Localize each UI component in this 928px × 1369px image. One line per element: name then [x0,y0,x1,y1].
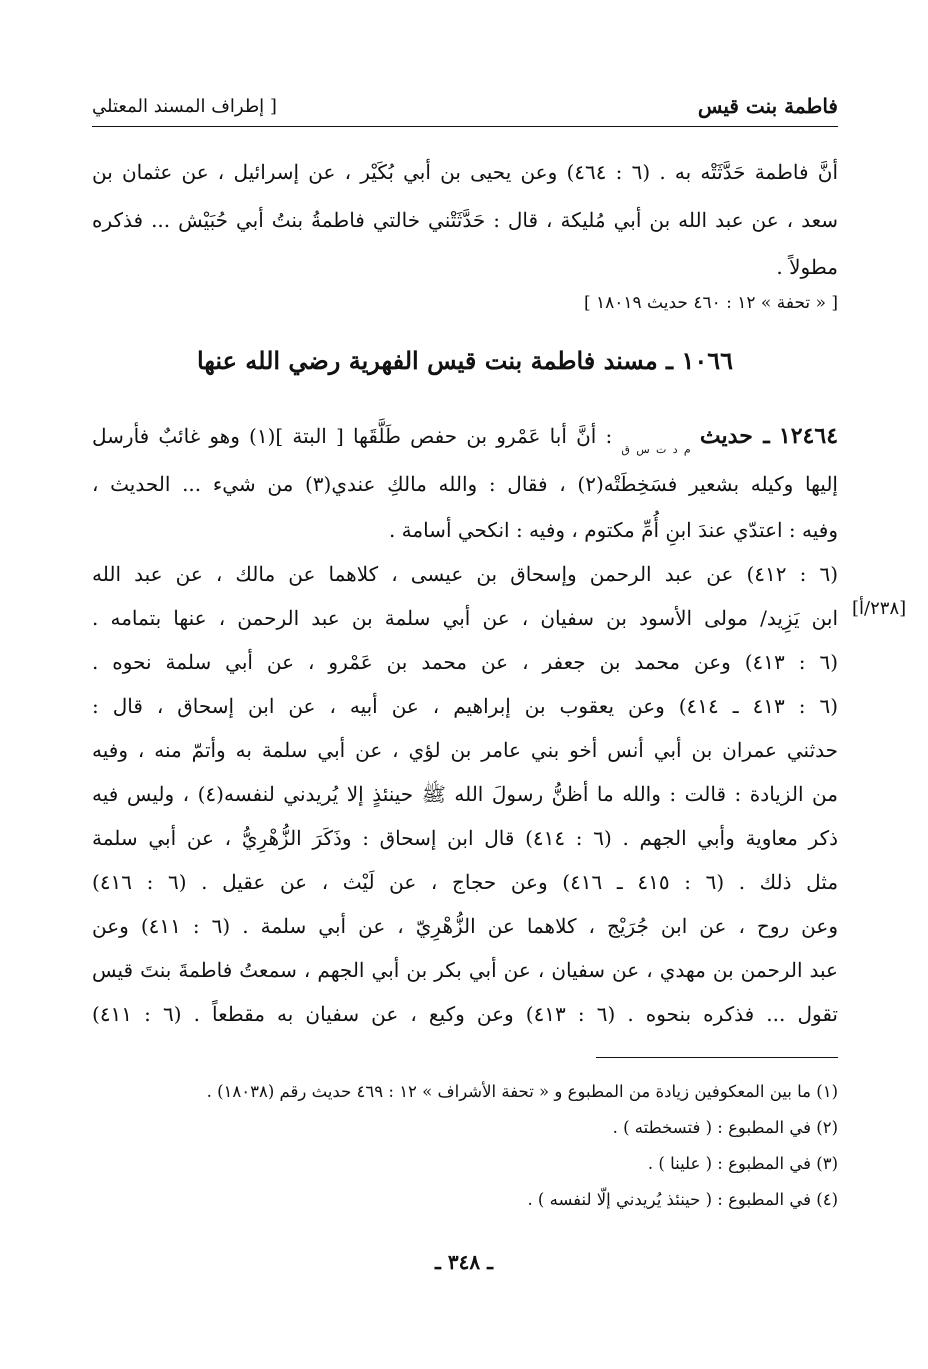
hadith-line: ذكر معاوية وأبي الجهم . (٦ : ٤١٤) قال ابن إسحاق : وذَكَرَ الزُّهْرِيُّ ، عن أبي سلمة [92,826,838,850]
hadith-line: تقول ... فذكره بنحوه . (٦ : ٤١٣) وعن وكيع ، عن سفيان به مقطعاً . (٦ : ٤١١) [92,1002,839,1026]
hadith-line: وفيه : اعتدّي عندَ ابنِ أُمِّ مكتوم ، وفيه : انكحي أسامة . [388,518,838,542]
body-line: مطولاً . [776,255,838,279]
hadith-line: وعن روح ، عن ابن جُرَيْج ، كلاهما عن الزُّهْرِيّ ، عن أبي سلمة . (٦ : ٤١١) وعن [92,914,838,938]
hadith-line: ابن يَزِيد/ مولى الأسود بن سفيان ، عن أبي سلمة بن عبد الرحمن ، عنها بتمامه . [92,606,838,630]
footnote: (٢) في المطبوع : ( فتسخطته ) . [612,1118,838,1137]
header-book-title: [ إطراف المسند المعتلي [92,96,277,117]
hadith-first-line [92,422,838,464]
footnote-separator [596,1057,838,1058]
reference-line: [ « تحفة » ١٢ : ٤٦٠ حديث ١٨٠١٩ ] [583,293,838,313]
body-line: أنَّ فاطمة حَدَّثَتْه به . (٦ : ٤٦٤) وعن يحيى بن أبي بُكَيْر ، عن إسرائيل ، عن عثمان بن [92,160,838,184]
footnote: (٣) في المطبوع : ( علينا ) . [647,1154,838,1173]
footnote: (١) ما بين المعكوفين زيادة من المطبوع و « تحفة الأشراف » ١٢ : ٤٦٩ حديث رقم (١٨٠٣٨) . [206,1082,838,1101]
hadith-text: : أنَّ أبا عَمْرو بن حفص طَلَّقَها [ البتة ](١) وهو غائبٌ فأرسل [92,424,613,448]
page-number: ـ ٣٤٨ ـ [435,1250,493,1274]
hadith-line: (٦ : ٤١٣) وعن محمد بن جعفر ، عن محمد بن عَمْرو ، عن أبي سلمة نحوه . [92,650,838,674]
hadith-line: إليها وكيله بشعير فسَخِطَتْه(٢) ، فقال : والله مالكِ عندي(٣) من شيء ... الحديث ، [92,472,838,496]
hadith-number: ١٢٤٦٤ [778,423,839,449]
hadith-line: (٦ : ٤١٣ ـ ٤١٤) وعن يعقوب بن إبراهيم ، عن أبيه ، عن ابن إسحاق ، قال : [92,694,839,718]
header-chapter-title: فاطمة بنت قيس [697,94,838,118]
hadith-line: حدثني عمران بن أبي أنس أخو بني عامر بن لؤي ، عن أبي سلمة به وأتمّ منه ، وفيه [92,738,838,762]
hadith-line: (٦ : ٤١٢) عن عبد الرحمن وإسحاق بن عيسى ، كلاهما عن مالك ، عن عبد الله [92,562,838,586]
hadith-line: مثل ذلك . (٦ : ٤١٥ ـ ٤١٦) وعن حجاج ، عن لَيْث ، عن عقيل . (٦ : ٤١٦) [92,870,839,894]
footnote: (٤) في المطبوع : ( حينئذ يُريدني إلّا لنفسه ) . [527,1190,838,1209]
page-header [92,92,838,127]
hadith-line: عبد الرحمن بن مهدي ، عن سفيان ، عن أبي بكر بن أبي الجهم ، سمعتُ فاطمةَ بنتَ قيس [92,958,838,982]
section-title: ١٠٦٦ ـ مسند فاطمة بنت قيس الفهرية رضي الله عنها [196,346,733,375]
manuscript-folio-marker: [٢٣٨/أ] [852,598,907,619]
body-line: سعد ، عن عبد الله بن أبي مُليكة ، قال : حَدَّثَتْني خالتي فاطمةُ بنتُ أبي حُبَيْش ... فذكره [92,208,838,232]
hadith-line: من الزيادة : قالت : والله ما أظنُّ رسولَ الله ﷺ حينئذٍ إلا يُريدني لنفسه(٤) ، وليس فيه [92,782,838,806]
hadith-label: ـ حديث [699,423,770,449]
hadith-sigla: م د ت س ق [621,443,691,456]
